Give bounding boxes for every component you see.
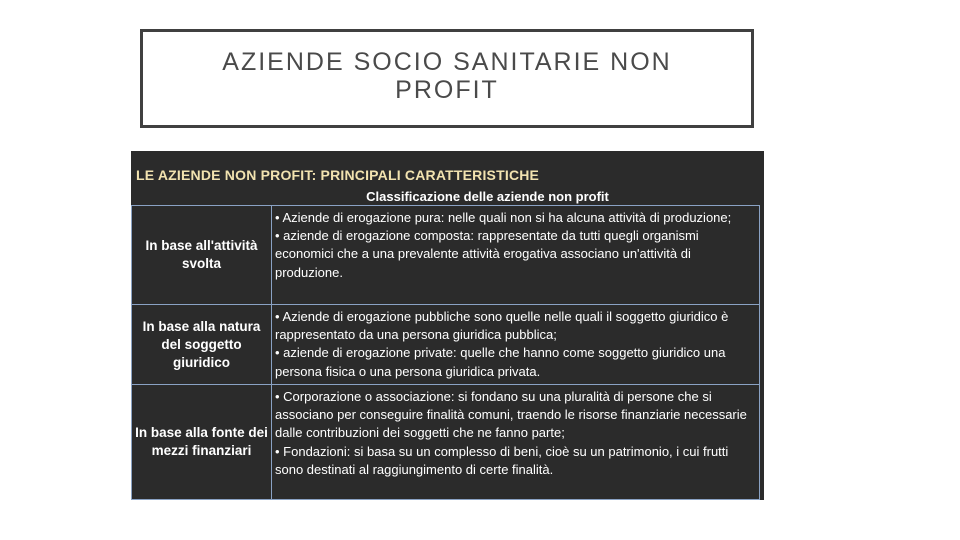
row-description xyxy=(272,385,760,500)
list-item: • Aziende di erogazione pura: nelle quali non si ha alcuna attività di produzione; xyxy=(275,210,732,225)
row-label: In base alla natura del soggetto giuridico xyxy=(132,305,272,385)
table-row xyxy=(132,305,760,385)
table-caption: Classificazione delle aziende non profit xyxy=(366,189,609,204)
list-item: • Fondazioni: si basa su un complesso di beni, cioè su un patrimonio, i cui frutti sono destinati al raggiungimento di certe finalità. xyxy=(275,443,729,477)
panel-heading: LE AZIENDE NON PROFIT: PRINCIPALI CARATTERISTICHE xyxy=(136,167,540,183)
row-description xyxy=(272,206,760,305)
list-item: • Aziende di erogazione pubbliche sono quelle nelle quali il soggetto giuridico è rappresentato da una persona giuridica pubblica; xyxy=(275,309,729,343)
table-row xyxy=(132,206,760,305)
row-description xyxy=(272,305,760,385)
title-box xyxy=(140,29,754,128)
embedded-image-panel xyxy=(131,151,764,500)
classification-table xyxy=(131,205,760,500)
list-item: • aziende di erogazione private: quelle che hanno come soggetto giuridico una persona fisica o una persona giuridica privata. xyxy=(275,345,726,379)
list-item: • Corporazione o associazione: si fondano su una pluralità di persone che si associano per conseguire finalità comuni, traendo le risorse finanziarie necessarie dalle contribuzioni dei soggetti che ne fanno parte; xyxy=(275,389,747,441)
slide-title: AZIENDE SOCIO SANITARIE NON PROFIT xyxy=(222,47,672,104)
list-item: • aziende di erogazione composta: rappresentate da tutti quegli organismi economici che a una prevalente attività erogativa associano un'attività di produzione. xyxy=(275,228,699,280)
table-row xyxy=(132,385,760,500)
row-label: In base all'attività svolta xyxy=(132,206,272,305)
row-label: In base alla fonte dei mezzi finanziari xyxy=(132,385,272,500)
